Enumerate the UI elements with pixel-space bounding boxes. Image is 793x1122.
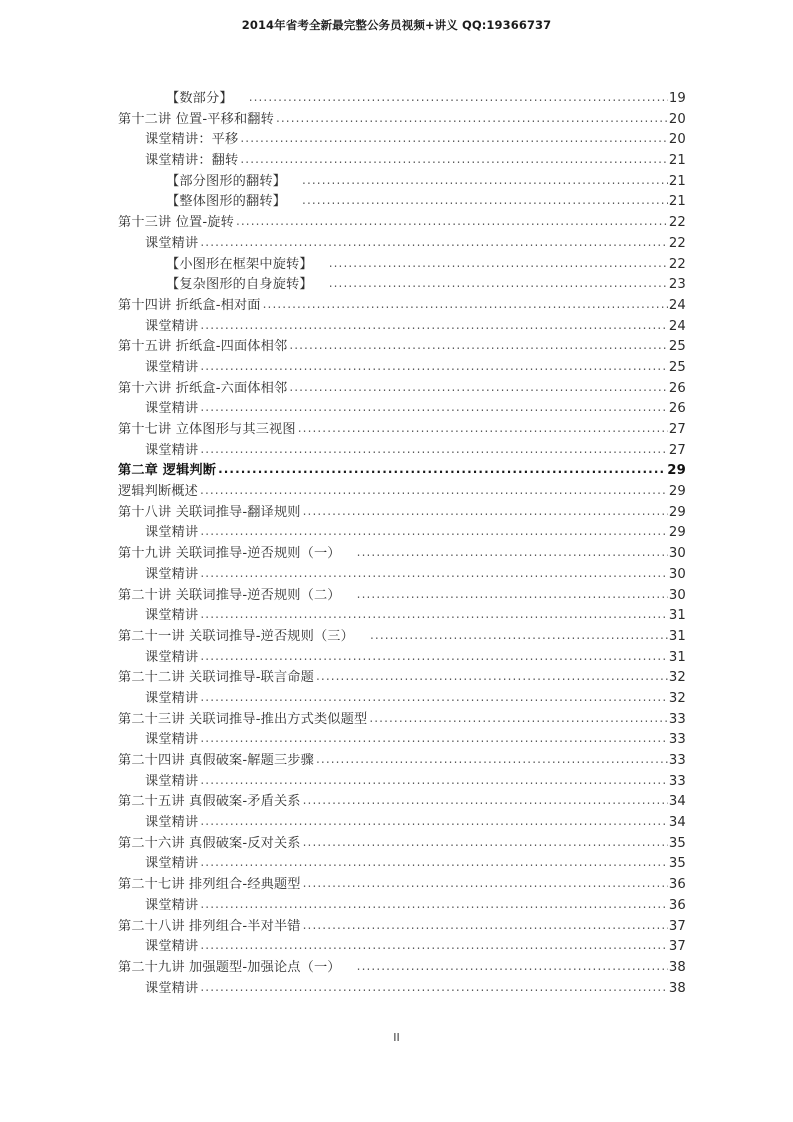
toc-entry-row[interactable] (118, 667, 686, 688)
toc-dot-leader (329, 253, 668, 274)
toc-dot-leader (276, 108, 668, 129)
toc-page-number: 27 (668, 442, 686, 458)
toc-entry-row[interactable] (118, 109, 686, 130)
toc-dot-leader (200, 728, 667, 749)
toc-entry-label: 第二十五讲 真假破案-矛盾关系 (118, 794, 301, 810)
toc-chapter-row[interactable] (118, 460, 686, 481)
toc-page-number: 19 (668, 91, 686, 106)
toc-page-number: 29 (668, 484, 686, 500)
toc-dot-leader (302, 190, 668, 211)
toc-dot-leader (289, 335, 668, 356)
toc-entry-label: 课堂精讲 (145, 815, 199, 831)
toc-page-number: 37 (668, 939, 686, 955)
toc-entry-row[interactable] (118, 295, 686, 316)
toc-page-number: 33 (668, 773, 686, 789)
toc-entry-label: 课堂精讲 (145, 525, 199, 541)
toc-entry-row[interactable] (118, 605, 686, 626)
toc-entry-row[interactable] (118, 647, 686, 668)
toc-dot-leader (298, 418, 668, 439)
toc-entry-row[interactable] (118, 895, 686, 916)
toc-entry-label: 【整体图形的翻转】 (166, 194, 287, 210)
toc-entry-row[interactable] (118, 853, 686, 874)
toc-entry-label: 课堂精讲 (145, 235, 199, 251)
toc-entry-row[interactable] (118, 978, 686, 999)
toc-entry-row[interactable] (118, 171, 686, 192)
toc-entry-label: 课堂精讲 (145, 939, 199, 955)
toc-entry-label: 课堂精讲 (145, 980, 199, 996)
toc-entry-label: 【小图形在框架中旋转】 (166, 256, 313, 272)
toc-entry-row[interactable] (118, 336, 686, 357)
toc-entry-row[interactable] (118, 750, 686, 771)
toc-entry-row[interactable] (118, 274, 686, 295)
toc-entry-label: 逻辑判断概述 (118, 484, 199, 500)
toc-dot-leader (240, 128, 667, 149)
toc-page-number: 24 (668, 318, 686, 334)
toc-dot-leader (200, 480, 668, 501)
toc-entry-row[interactable] (118, 440, 686, 461)
toc-entry-label: 课堂精讲 (145, 401, 199, 417)
table-of-contents (118, 88, 686, 998)
toc-dot-leader (357, 956, 668, 977)
toc-entry-row[interactable] (118, 626, 686, 647)
toc-entry-row[interactable] (118, 812, 686, 833)
toc-entry-row[interactable] (118, 585, 686, 606)
toc-entry-label: 课堂精讲 (145, 649, 199, 665)
toc-page-number: 33 (668, 753, 686, 768)
toc-dot-leader (200, 563, 667, 584)
toc-dot-leader (289, 377, 668, 398)
toc-page-number: 25 (668, 359, 686, 375)
toc-page-number: 29 (668, 525, 686, 541)
toc-entry-row[interactable] (118, 957, 686, 978)
toc-entry-row[interactable] (118, 791, 686, 812)
toc-page-number: 33 (668, 711, 686, 727)
toc-entry-label: 第十三讲 位置-旋转 (118, 215, 234, 231)
toc-entry-label: 【复杂图形的自身旋转】 (166, 277, 313, 293)
toc-entry-label: 第二十八讲 排列组合-半对半错 (118, 918, 301, 934)
toc-entry-label: 第十二讲 位置-平移和翻转 (118, 111, 274, 127)
toc-dot-leader (200, 977, 667, 998)
toc-dot-leader (200, 439, 667, 460)
toc-page-number: 20 (668, 111, 686, 127)
toc-dot-leader (329, 273, 668, 294)
toc-dot-leader (303, 873, 668, 894)
toc-dot-leader (303, 790, 668, 811)
toc-page-number: 32 (668, 670, 686, 686)
toc-page-number: 34 (668, 794, 686, 810)
toc-dot-leader (200, 770, 667, 791)
toc-page-number: 31 (668, 649, 686, 665)
toc-page-number: 27 (668, 422, 686, 437)
toc-entry-label: 第十四讲 折纸盒-相对面 (118, 297, 261, 313)
toc-dot-leader (200, 356, 667, 377)
toc-entry-label: 第十八讲 关联词推导-翻译规则 (118, 504, 301, 520)
toc-entry-label: 课堂精讲 (145, 856, 199, 872)
toc-dot-leader (200, 646, 667, 667)
toc-entry-row[interactable] (118, 398, 686, 419)
toc-entry-row[interactable] (118, 916, 686, 937)
toc-page-number: 22 (668, 215, 686, 231)
toc-entry-row[interactable] (118, 191, 686, 212)
toc-entry-label: 第二十四讲 真假破案-解题三步骤 (118, 753, 314, 768)
page-number-footer: II (393, 1031, 400, 1044)
toc-dot-leader (369, 708, 667, 729)
toc-dot-leader (357, 542, 668, 563)
toc-page-number: 22 (668, 256, 686, 272)
toc-dot-leader (303, 832, 668, 853)
toc-entry-row[interactable] (118, 502, 686, 523)
toc-entry-row[interactable] (118, 543, 686, 564)
toc-entry-label: 第十六讲 折纸盒-六面体相邻 (118, 380, 288, 396)
toc-entry-label: 第二十六讲 真假破案-反对关系 (118, 835, 301, 851)
toc-entry-label: 第十五讲 折纸盒-四面体相邻 (118, 339, 288, 355)
toc-dot-leader (200, 811, 667, 832)
toc-entry-row[interactable] (118, 150, 686, 171)
toc-entry-label: 课堂精讲 (145, 318, 199, 334)
toc-entry-label: 第二十一讲 关联词推导-逆否规则（三） (118, 628, 354, 644)
toc-entry-row[interactable] (118, 564, 686, 585)
toc-dot-leader (200, 232, 667, 253)
toc-entry-row[interactable] (118, 709, 686, 730)
toc-dot-leader (200, 852, 667, 873)
toc-dot-leader (303, 501, 668, 522)
toc-dot-leader (357, 584, 668, 605)
toc-page-number: 24 (668, 297, 686, 313)
toc-dot-leader (200, 894, 667, 915)
toc-page-number: 21 (668, 173, 686, 189)
toc-dot-leader (370, 625, 668, 646)
toc-entry-label: 第二十讲 关联词推导-逆否规则（二） (118, 587, 341, 603)
toc-entry-label: 第二十九讲 加强题型-加强论点（一） (118, 959, 341, 975)
toc-entry-label: 第十九讲 关联词推导-逆否规则（一） (118, 546, 341, 562)
toc-page-number: 30 (668, 546, 686, 562)
running-header: 2014年省考全新最完整公务员视频+讲义 QQ:19366737 (241, 18, 552, 32)
toc-entry-row[interactable] (118, 833, 686, 854)
toc-entry-row[interactable] (118, 771, 686, 792)
toc-entry-label: 第十七讲 立体图形与其三视图 (118, 422, 296, 437)
toc-entry-label: 课堂精讲：平移 (145, 132, 239, 148)
toc-entry-row[interactable] (118, 688, 686, 709)
toc-entry-label: 第二十七讲 排列组合-经典题型 (118, 877, 301, 893)
toc-entry-row[interactable] (118, 254, 686, 275)
toc-page-number: 31 (668, 628, 686, 644)
toc-page-number: 22 (668, 235, 686, 251)
toc-page-number: 23 (668, 277, 686, 293)
toc-page-number: 30 (668, 587, 686, 603)
toc-entry-row[interactable] (118, 481, 686, 502)
toc-dot-leader (302, 170, 668, 191)
toc-dot-leader (316, 749, 668, 770)
toc-page-number: 35 (668, 856, 686, 872)
toc-page-number: 21 (668, 194, 686, 210)
toc-entry-row[interactable] (118, 874, 686, 895)
toc-entry-row[interactable] (118, 316, 686, 337)
toc-page-number: 36 (668, 897, 686, 913)
toc-entry-label: 第二章 逻辑判断 (118, 463, 217, 479)
toc-entry-label: 【部分图形的翻转】 (166, 173, 287, 189)
toc-page-number: 31 (668, 608, 686, 624)
toc-entry-label: 课堂精讲 (145, 566, 199, 582)
toc-entry-row[interactable] (118, 936, 686, 957)
toc-dot-leader (263, 294, 668, 315)
toc-dot-leader (200, 315, 667, 336)
toc-page-number: 34 (668, 815, 686, 831)
toc-dot-leader (200, 521, 667, 542)
toc-dot-leader (200, 935, 667, 956)
toc-page-number: 33 (668, 732, 686, 748)
toc-page-number: 21 (668, 153, 686, 169)
toc-entry-label: 课堂精讲 (145, 608, 199, 624)
toc-entry-row[interactable] (118, 378, 686, 399)
toc-page-number: 38 (668, 959, 686, 975)
toc-page-number: 26 (668, 380, 686, 396)
toc-entry-label: 课堂精讲 (145, 897, 199, 913)
toc-page-number: 26 (668, 401, 686, 417)
toc-page-number: 32 (668, 690, 686, 706)
toc-page-number: 25 (668, 339, 686, 355)
toc-page-number: 38 (668, 980, 686, 996)
toc-dot-leader (240, 149, 667, 170)
toc-entry-label: 第二十三讲 关联词推导-推出方式类似题型 (118, 711, 368, 727)
toc-entry-row[interactable] (118, 129, 686, 150)
toc-page-number: 35 (668, 835, 686, 851)
toc-entry-row[interactable] (118, 729, 686, 750)
toc-entry-label: 第二十二讲 关联词推导-联言命题 (118, 670, 314, 686)
toc-page-number: 29 (667, 463, 686, 479)
toc-entry-label: 课堂精讲 (145, 732, 199, 748)
toc-dot-leader (200, 604, 667, 625)
toc-entry-label: 【数部分】 (166, 91, 233, 106)
toc-entry-row[interactable] (118, 419, 686, 440)
toc-dot-leader (200, 397, 667, 418)
toc-entry-label: 课堂精讲 (145, 442, 199, 458)
toc-entry-label: 课堂精讲 (145, 773, 199, 789)
toc-entry-row[interactable] (118, 233, 686, 254)
toc-entry-label: 课堂精讲 (145, 690, 199, 706)
toc-dot-leader (249, 87, 668, 108)
toc-page-number: 37 (668, 918, 686, 934)
toc-page-number: 29 (668, 504, 686, 520)
toc-dot-leader (218, 459, 666, 480)
toc-dot-leader (316, 666, 668, 687)
toc-dot-leader (303, 915, 668, 936)
toc-entry-label: 课堂精讲：翻转 (145, 153, 239, 169)
toc-page-number: 30 (668, 566, 686, 582)
toc-page-number: 36 (668, 877, 686, 893)
toc-entry-row[interactable] (118, 212, 686, 233)
toc-page-number: 20 (668, 132, 686, 148)
toc-entry-label: 课堂精讲 (145, 359, 199, 375)
toc-entry-row[interactable] (118, 357, 686, 378)
toc-entry-row[interactable] (118, 522, 686, 543)
toc-entry-row[interactable] (118, 88, 686, 109)
toc-dot-leader (200, 687, 667, 708)
toc-dot-leader (236, 211, 668, 232)
